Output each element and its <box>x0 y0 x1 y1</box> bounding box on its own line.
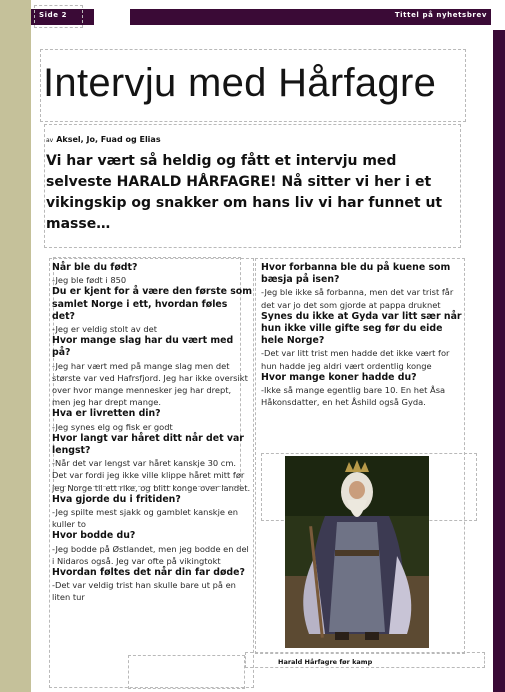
byline-prefix: av <box>46 137 54 144</box>
qa-item <box>261 262 463 311</box>
answer: -Jeg ble ikke så forbanna, men det var trist får det var jo det som gjorde at pappa druknet <box>261 287 454 310</box>
answer: -Det var veldig trist han skulle bare ut på en liten tur <box>52 580 236 603</box>
qa-item <box>261 372 463 409</box>
answer: -Jeg spilte mest sjakk og gamblet kanskje en kuller to <box>52 507 238 530</box>
viking-king-photo <box>285 456 429 648</box>
answer: -Jeg bodde på Østlandet, men jeg bodde en del i Nidaros også. Jeg var ofte på vikingtokt <box>52 543 249 566</box>
answer: -Når det var lengst var håret kanskje 30 cm. Det var fordi jeg ikke ville klippe håret mitt før jeg Norge til ett rike, og blitt konge over landet. <box>52 458 251 493</box>
left-column <box>52 262 252 604</box>
header-gap <box>94 9 130 25</box>
question: Hvor mange koner hadde du? <box>261 371 417 383</box>
qa-item <box>52 262 252 286</box>
qa-item <box>52 408 252 432</box>
qa-item <box>52 433 252 494</box>
question: Hva gjorde du i fritiden? <box>52 493 181 505</box>
guide-box <box>34 5 83 28</box>
qa-item <box>52 530 252 567</box>
qa-item <box>52 286 252 335</box>
byline <box>46 135 161 144</box>
answer: -Jeg synes elg og fisk er godt <box>52 421 173 432</box>
question: Hva er livretten din? <box>52 408 161 420</box>
question: Hvor langt var håret ditt når det var lengst? <box>52 432 244 457</box>
answer: -Jeg ble født i 850 <box>52 275 127 286</box>
right-column <box>261 262 463 408</box>
answer: -Ikke så mange egentlig bare 10. En het Åsa Håkonsdatter, en het Åshild også Gyda. <box>261 385 446 408</box>
question: Hvor bodde du? <box>52 530 136 542</box>
guide-box <box>128 655 245 689</box>
question: Hvor forbanna ble du på kuene som bæsja på isen? <box>261 262 451 286</box>
viking-king-illustration <box>285 456 429 648</box>
question: Hvordan føltes det når din far døde? <box>52 567 245 579</box>
question: Synes du ikke at Gyda var litt sær når hun ikke ville gifte seg før du eide hele Norge? <box>261 310 462 347</box>
qa-item <box>52 567 252 604</box>
lead-paragraph: Vi har vært så heldig og fått et intervju med selveste HARALD HÅRFAGRE! Nå sitter vi her i et vikingskip og snakker om hans liv vi har funnet ut masse… <box>46 153 443 232</box>
article-title: Intervju med Hårfagre <box>43 61 437 105</box>
answer: -Det var litt trist men hadde det ikke vært for hun hadde jeg aldri vært ordentlig konge <box>261 348 450 371</box>
question: Du er kjent for å være den første som samlet Norge i ett, hvordan føles det? <box>52 286 252 322</box>
answer: -Jeg er veldig stolt av det <box>52 324 157 335</box>
newsletter-page <box>31 0 505 692</box>
qa-item <box>52 494 252 531</box>
page-label: Side 2 <box>39 11 68 19</box>
question: Når ble du født? <box>52 262 138 273</box>
answer: -Jeg har vært med på mange slag men det største var ved Hafrsfjord. Jeg har ikke oversikt over hvor mange mennesker jeg har drept, men jeg har drept mange. <box>52 360 248 408</box>
header-strip <box>31 9 491 25</box>
newsletter-title: Tittel på nyhetsbrev <box>394 11 487 19</box>
byline-authors: Aksel, Jo, Fuad og Elias <box>56 135 161 144</box>
question: Hvor mange slag har du vært med på? <box>52 335 234 359</box>
qa-item <box>52 335 252 408</box>
photo-caption: Harald Hårfagre før kamp <box>278 658 373 666</box>
qa-item <box>261 311 463 372</box>
right-accent-bar <box>493 30 505 692</box>
